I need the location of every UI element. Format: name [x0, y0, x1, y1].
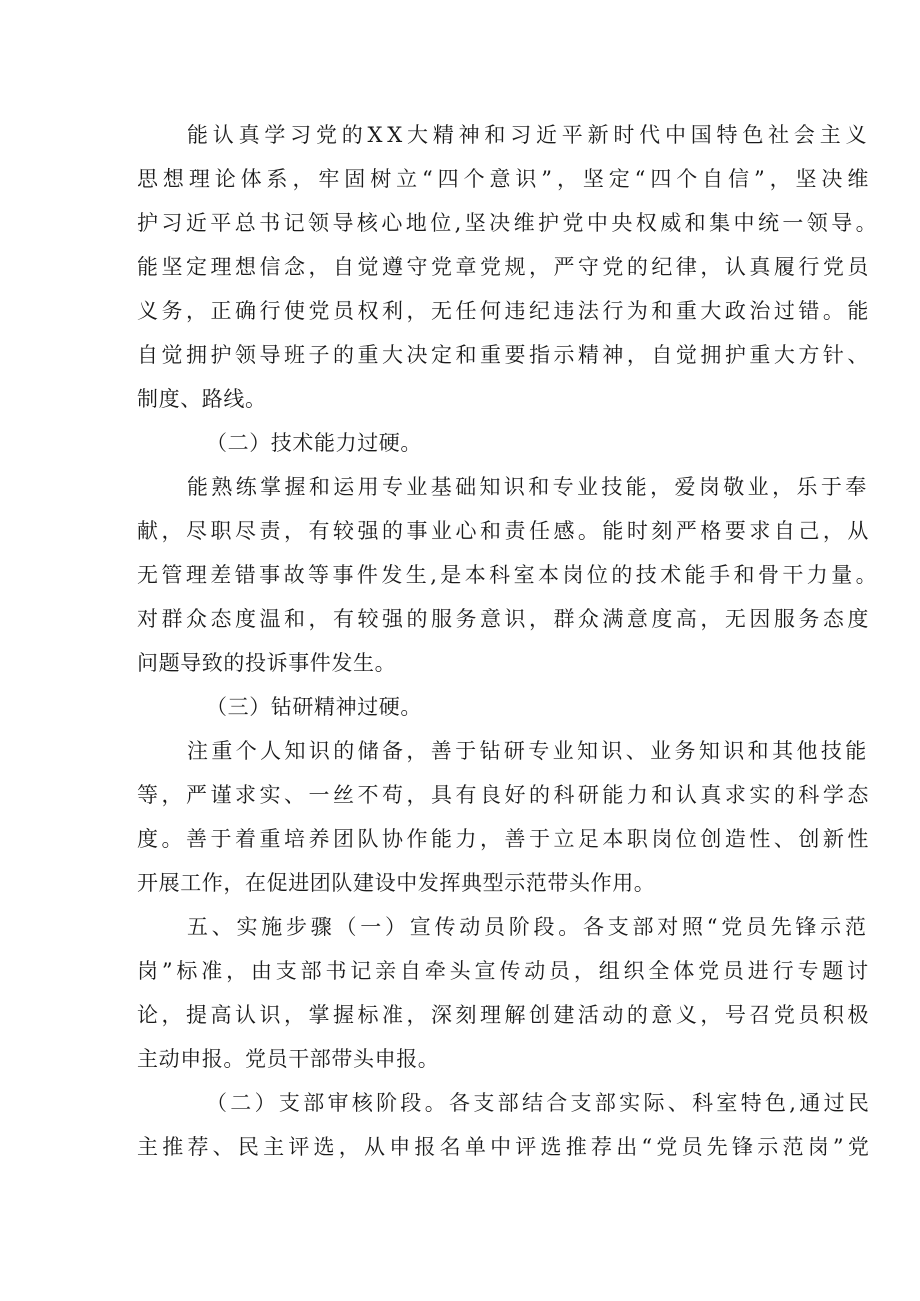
paragraph-4-line-3: 论，提高认识，掌握标准，深刻理解创建活动的意义，号召党员积极 [137, 1003, 872, 1027]
paragraph-5-line-1: （二）支部审核阶段。各支部结合支部实际、科室特色,通过民 [206, 1091, 873, 1115]
paragraph-4-line-4: 主动申报。党员干部带头申报。 [137, 1047, 440, 1071]
paragraph-3-line-4: 开展工作，在促进团队建设中发挥典型示范带头作用。 [137, 871, 656, 895]
paragraph-5-line-2: 主推荐、民主评选，从申报名单中评选推荐出“党员先锋示范岗”党 [137, 1135, 874, 1159]
paragraph-2-line-2: 献，尽职尽责，有较强的事业心和责任感。能时刻严格要求自己，从 [137, 519, 872, 543]
paragraph-1-line-7: 制度、路线。 [137, 387, 267, 411]
section-heading-technical: （二）技术能力过硬。 [206, 431, 422, 455]
paragraph-1-line-6: 自觉拥护领导班子的重大决定和重要指示精神，自觉拥护重大方针、 [137, 343, 872, 367]
paragraph-1-line-4: 能坚定理想信念，自觉遵守党章党规，严守党的纪律，认真履行党员 [137, 255, 872, 279]
paragraph-1-line-3: 护习近平总书记领导核心地位,坚决维护党中央权威和集中统一领导。 [137, 211, 881, 235]
paragraph-1-line-2: 思想理论体系，牢固树立“四个意识”，坚定“四个自信”，坚决维 [137, 167, 874, 191]
paragraph-3-line-1: 注重个人知识的储备，善于钻研专业知识、业务知识和其他技能 [187, 739, 870, 763]
paragraph-4-line-2: 岗”标准，由支部书记亲自牵头宣传动员，组织全体党员进行专题讨 [137, 959, 872, 983]
section-heading-research: （三）钻研精神过硬。 [206, 695, 422, 719]
paragraph-4-line-1: 五、实施步骤（一）宣传动员阶段。各支部对照“党员先锋示范 [187, 915, 870, 939]
paragraph-2-line-1: 能熟练掌握和运用专业基础知识和专业技能，爱岗敬业，乐于奉 [187, 475, 870, 499]
paragraph-2-line-5: 问题导致的投诉事件发生。 [137, 651, 397, 675]
paragraph-3-line-2: 等，严谨求实、一丝不苟，具有良好的科研能力和认真求实的科学态 [137, 783, 872, 807]
paragraph-1-line-1: 能认真学习党的XX大精神和习近平新时代中国特色社会主义 [187, 123, 872, 147]
paragraph-3-line-3: 度。善于着重培养团队协作能力，善于立足本职岗位创造性、创新性 [137, 827, 872, 851]
paragraph-1-line-5: 义务，正确行使党员权利，无任何违纪违法行为和重大政治过错。能 [137, 299, 872, 323]
paragraph-2-line-3: 无管理差错事故等事件发生,是本科室本岗位的技术能手和骨干力量。 [137, 563, 881, 587]
paragraph-2-line-4: 对群众态度温和，有较强的服务意识，群众满意度高，无因服务态度 [137, 607, 872, 631]
